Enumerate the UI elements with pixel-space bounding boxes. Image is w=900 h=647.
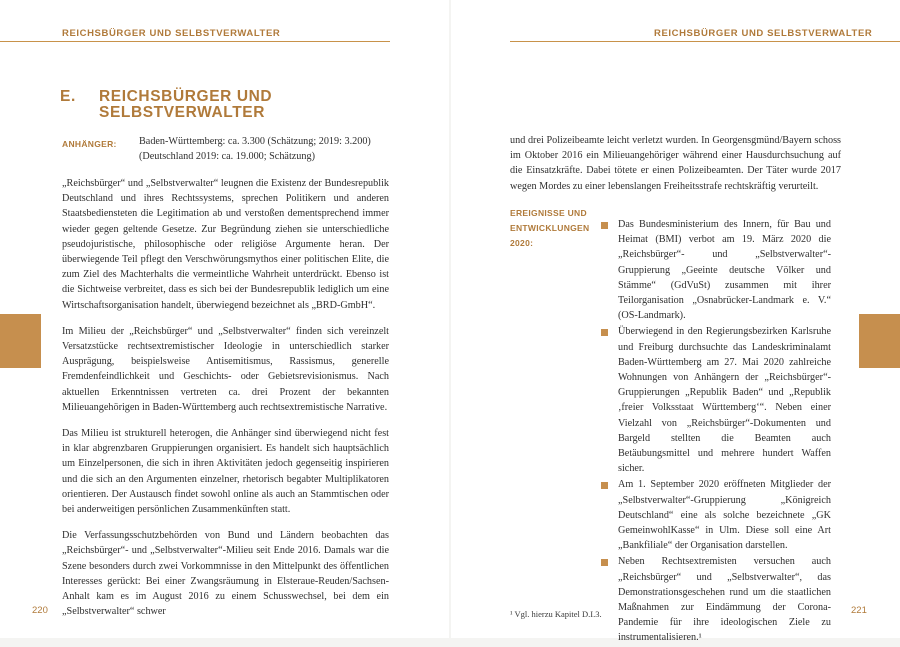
followers-line-2: (Deutschland 2019: ca. 19.000; Schätzung): [139, 151, 315, 163]
paragraph-1: „Reichsbürger“ und „Selbstverwalter“ leugnen die Existenz der Bundesrepublik Deutschland und ihres Rechtssystems, sprechen Politikern und anderen Staatsbediensteten die Legitimation ab und verstoßen dementsprechend immer wieder gegen geltende Gesetze. Zur Begründung ziehen sie unterschiedliche pseudojuristische, philosophische oder religiöse Argumente heran. Der überwiegende Teil pflegt den Verschwörungsmythos einer politischen Elite, die zum Ziel des Machterhalts die vermeintliche Wahrheit unterdrückt. Ebenso ist die Sichtweise verbreitet, dass es sich bei der Bundesrepublik lediglich um eine Wirtschaftsorganisation handelt, überwiegend bezeichnet als „BRD-GmbH“.: [62, 178, 389, 311]
header-rule-left: [0, 41, 390, 42]
bullet-square-icon: [601, 329, 608, 336]
chapter-title-text: [99, 89, 272, 120]
events-list: [595, 217, 831, 647]
chapter-title-line-2: SELBSTVERWALTER: [99, 103, 266, 121]
event-text-2: Überwiegend in den Regierungsbezirken Karlsruhe und Freiburg durchsuchte das Landeskriminalamt Baden-Württemberg am 27. Mai 2020 zahlreiche Wohnungen von Anhängern der „Reichsbürger“-Gruppierungen „Republik Baden“ und „Republik ‚freier Volksstaat Württemberg‘“. Neben einer Vielzahl von „Reichsbürger“-Dokumenten und Bargeld stellten die Beamten auch Betäubungsmittel und mehrere hundert Waffen sicher.: [618, 326, 831, 475]
header-rule-right: [510, 41, 900, 42]
left-body-text: [62, 176, 389, 630]
running-head-left: REICHSBÜRGER UND SELBSTVERWALTER: [62, 28, 281, 39]
chapter-title-line-1: REICHSBÜRGER UND: [99, 88, 273, 105]
continuation-text: und drei Polizeibeamte leicht verletzt wurden. In Georgensgmünd/Bayern schoss im Oktober 2016 ein Milieuangehöriger während einer Hausdurchsuchung auf die Einsatzkräfte. Dabei tötete er einen Polizeibeamten. Der Täter wurde 2017 wegen Mordes zu einer lebenslangen Freiheitsstrafe rechtskräftig verurteilt.: [510, 135, 841, 192]
events-box: [595, 203, 841, 644]
events-label-line-1: EREIGNISSE UND: [510, 208, 587, 218]
paragraph-3: Das Milieu ist strukturell heterogen, die Anhänger sind überwiegend nicht fest in klar abgrenzbaren Gruppierungen organisiert. Es handelt sich hauptsächlich um Einzelpersonen, die sich in ihren Aktivitäten jedoch gegenseitig inspirieren und die sich an den Argumenten einzelner, rhetorisch begabter Multiplikatoren orientieren. Der Austausch findet sowohl online als auch an Stammtischen oder bei anderweitigen persönlichen Zusammenkünften statt.: [62, 428, 389, 516]
bullet-square-icon: [601, 222, 608, 229]
side-tab-left: [0, 314, 41, 368]
followers-values: [139, 134, 389, 164]
list-item: [595, 217, 831, 323]
running-head-right: REICHSBÜRGER UND SELBSTVERWALTER: [654, 28, 873, 39]
side-tab-right: [859, 314, 900, 368]
events-label: [510, 206, 589, 251]
events-label-line-3: 2020:: [510, 238, 534, 248]
event-text-4: Neben Rechtsextremisten versuchen auch „Reichsbürger“ und „Selbstverwalter“, das Demonstrationsgeschehen rund um die staatlichen Maßnahmen zur Eindämmung der Corona-Pandemie für ihre ideologischen Ziele zu instrumentalisieren.¹: [618, 556, 831, 644]
list-item: [595, 324, 831, 476]
followers-line-1: Baden-Württemberg: ca. 3.300 (Schätzung; 2019: 3.200): [139, 136, 371, 147]
event-text-3: Am 1. September 2020 eröffneten Mitglieder der „Selbstverwalter“-Gruppierung „Königreich Deutschland“ eine als solche bezeichnete „GK GemeinwohlKasse“ in Ulm. Diese soll eine Art „Bankfiliale“ der Organisation darstellen.: [618, 479, 831, 552]
page-number-right: 221: [851, 605, 867, 616]
paragraph-2: Im Milieu der „Reichsbürger“ und „Selbstverwalter“ finden sich vereinzelt Versatzstücke rechtsextremistischer Ideologie in unterschiedlich starker Ausprägung, beispielsweise Antisemitismus, Rassismus, generelle Fremdenfeindlichkeit und Geschichts- oder Gebietsrevisionismus. Nach aktuellen Erkenntnissen vertreten ca. drei Prozent der bekannten Milieuangehörigen in Baden-Württemberg auch rechtsextremistische Narrative.: [62, 325, 389, 413]
footnote: ¹ Vgl. hierzu Kapitel D.I.3.: [510, 609, 602, 619]
event-text-1: Das Bundesministerium des Innern, für Bau und Heimat (BMI) verbot am 19. März 2020 die „Reichsbürger“- und „Selbstverwalter“-Gruppierung „Geeinte deutsche Völker und Stämme“ (GdVuSt) zusammen mit ihrer Teilorganisation „Osnabrücker-Landmark e. V.“ (OS-Landmark).: [618, 219, 831, 322]
bullet-square-icon: [601, 559, 608, 566]
bullet-square-icon: [601, 482, 608, 489]
paragraph-4: Die Verfassungsschutzbehörden von Bund und Ländern beobachten das „Reichsbürger“- und „Selbstverwalter“-Milieu seit Ende 2016. Damals war die Szene besonders durch zwei Vorkommnisse in den Mittelpunkt des öffentlichen Interesses gerückt: Bei einer Zwangsräumung in Elsteraue-Reuden/Sachsen-Anhalt kam es im August 2016 zu einem Schusswechsel, bei dem ein „Selbstverwalter“ schwer: [62, 530, 389, 618]
followers-label: ANHÄNGER:: [62, 139, 117, 149]
list-item: [595, 477, 831, 553]
list-item: [595, 554, 831, 645]
events-label-line-2: ENTWICKLUNGEN: [510, 223, 590, 233]
page-number-left: 220: [32, 605, 48, 616]
chapter-letter: E.: [60, 88, 76, 105]
